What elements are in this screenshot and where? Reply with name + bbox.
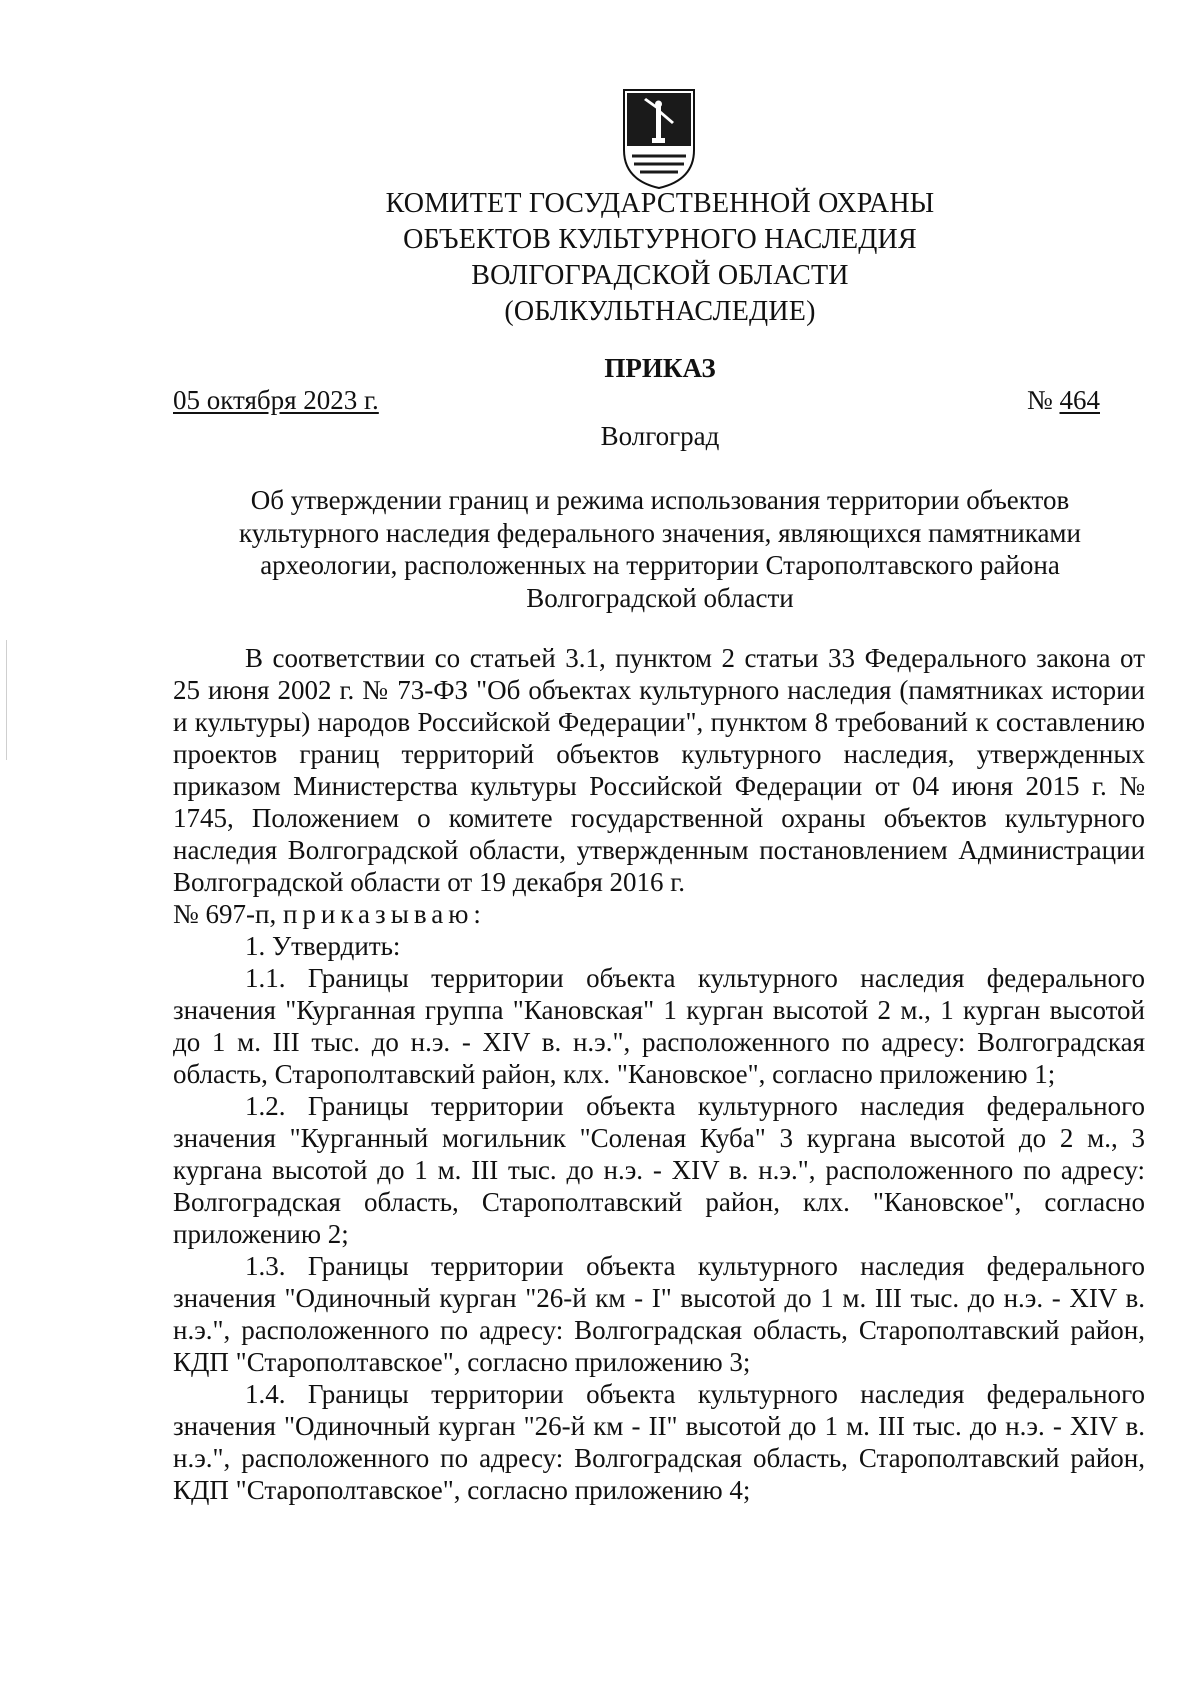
organization-line: ОБЪЕКТОВ КУЛЬТУРНОГО НАСЛЕДИЯ — [403, 224, 917, 255]
order-number-prefix: № — [1026, 385, 1060, 415]
order-number — [1027, 384, 1100, 416]
organization-line: ВОЛГОГРАДСКОЙ ОБЛАСТИ — [471, 260, 849, 291]
order-date: 05 октября 2023 г. — [173, 385, 379, 415]
item-1-1: 1.1. Границы территории объекта культурного наследия федерального значения "Курганная группа "Кановская" 1 курган высотой 2 м., 1 курган высотой до 1 м. III тыс. до н.э. - XIV в. н.э.", расположенного по адресу: Волгоградская область, Старополтавский район, клх. "Кановское", согласно приложению 1; — [173, 963, 1145, 1089]
order-number-value: 464 — [1059, 385, 1100, 415]
preamble-paragraph: В соответствии со статьей 3.1, пунктом 2 статьи 33 Федерального закона от 25 июня 2002 г. № 73-ФЗ "Об объектах культурного наследия (памятниках истории и культуры) народов Российской Федерации", пунктом 8 требований к составлению проектов границ территорий объектов культурного наследия, утвержденных приказом Министерства культуры Российской Федерации от 04 июня 2015 г. № 1745, Положением о комитете государственной охраны объектов культурного наследия Волгоградской области, утвержденным постановлением Администрации Волгоградской области от 19 декабря 2016 г. — [173, 643, 1145, 897]
decree-reference: № 697-п, — [173, 899, 283, 929]
organization-line: (ОБЛКУЛЬТНАСЛЕДИЕ) — [504, 296, 816, 327]
subject-line: Волгоградской области — [526, 582, 794, 613]
order-subject — [200, 484, 1120, 614]
order-body — [173, 642, 1145, 1506]
organization-line: КОМИТЕТ ГОСУДАРСТВЕННОЙ ОХРАНЫ — [385, 188, 935, 219]
subject-line: культурного наследия федерального значения, являющихся памятниками — [239, 517, 1081, 548]
subject-line: Об утверждении границ и режима использования территории объектов — [250, 485, 1070, 515]
document-type: ПРИКАЗ — [604, 353, 716, 383]
item-1: 1. Утвердить: — [245, 931, 401, 961]
item-1-3: 1.3. Границы территории объекта культурного наследия федерального значения "Одиночный курган "26-й км - I" высотой до 1 м. III тыс. до н.э. - XIV в. н.э.", расположенного по адресу: Волгоградская область, Старополтавский район, КДП "Старополтавское", согласно приложению 3; — [173, 1251, 1145, 1377]
order-word: приказываю: — [282, 899, 486, 929]
item-1-2: 1.2. Границы территории объекта культурного наследия федерального значения "Курганный могильник "Соленая Куба" 3 кургана высотой до 2 м., 3 кургана высотой до 1 м. III тыс. до н.э. - XIV в. н.э.", расположенного по адресу: Волгоградская область, Старополтавский район, клх. "Кановское", согласно приложению 2; — [173, 1091, 1145, 1249]
item-1-4: 1.4. Границы территории объекта культурного наследия федерального значения "Одиночный курган "26-й км - II" высотой до 1 м. III тыс. до н.э. - XIV в. н.э.", расположенного по адресу: Волгоградская область, Старополтавский район, КДП "Старополтавское", согласно приложению 4; — [173, 1379, 1145, 1505]
organization-name — [260, 186, 1060, 330]
subject-line: археологии, расположенных на территории Старополтавского района — [260, 550, 1060, 580]
coat-of-arms-emblem — [622, 88, 696, 190]
order-city: Волгоград — [600, 421, 720, 451]
preamble-ending — [173, 898, 1145, 930]
scan-edge-mark — [6, 640, 7, 760]
